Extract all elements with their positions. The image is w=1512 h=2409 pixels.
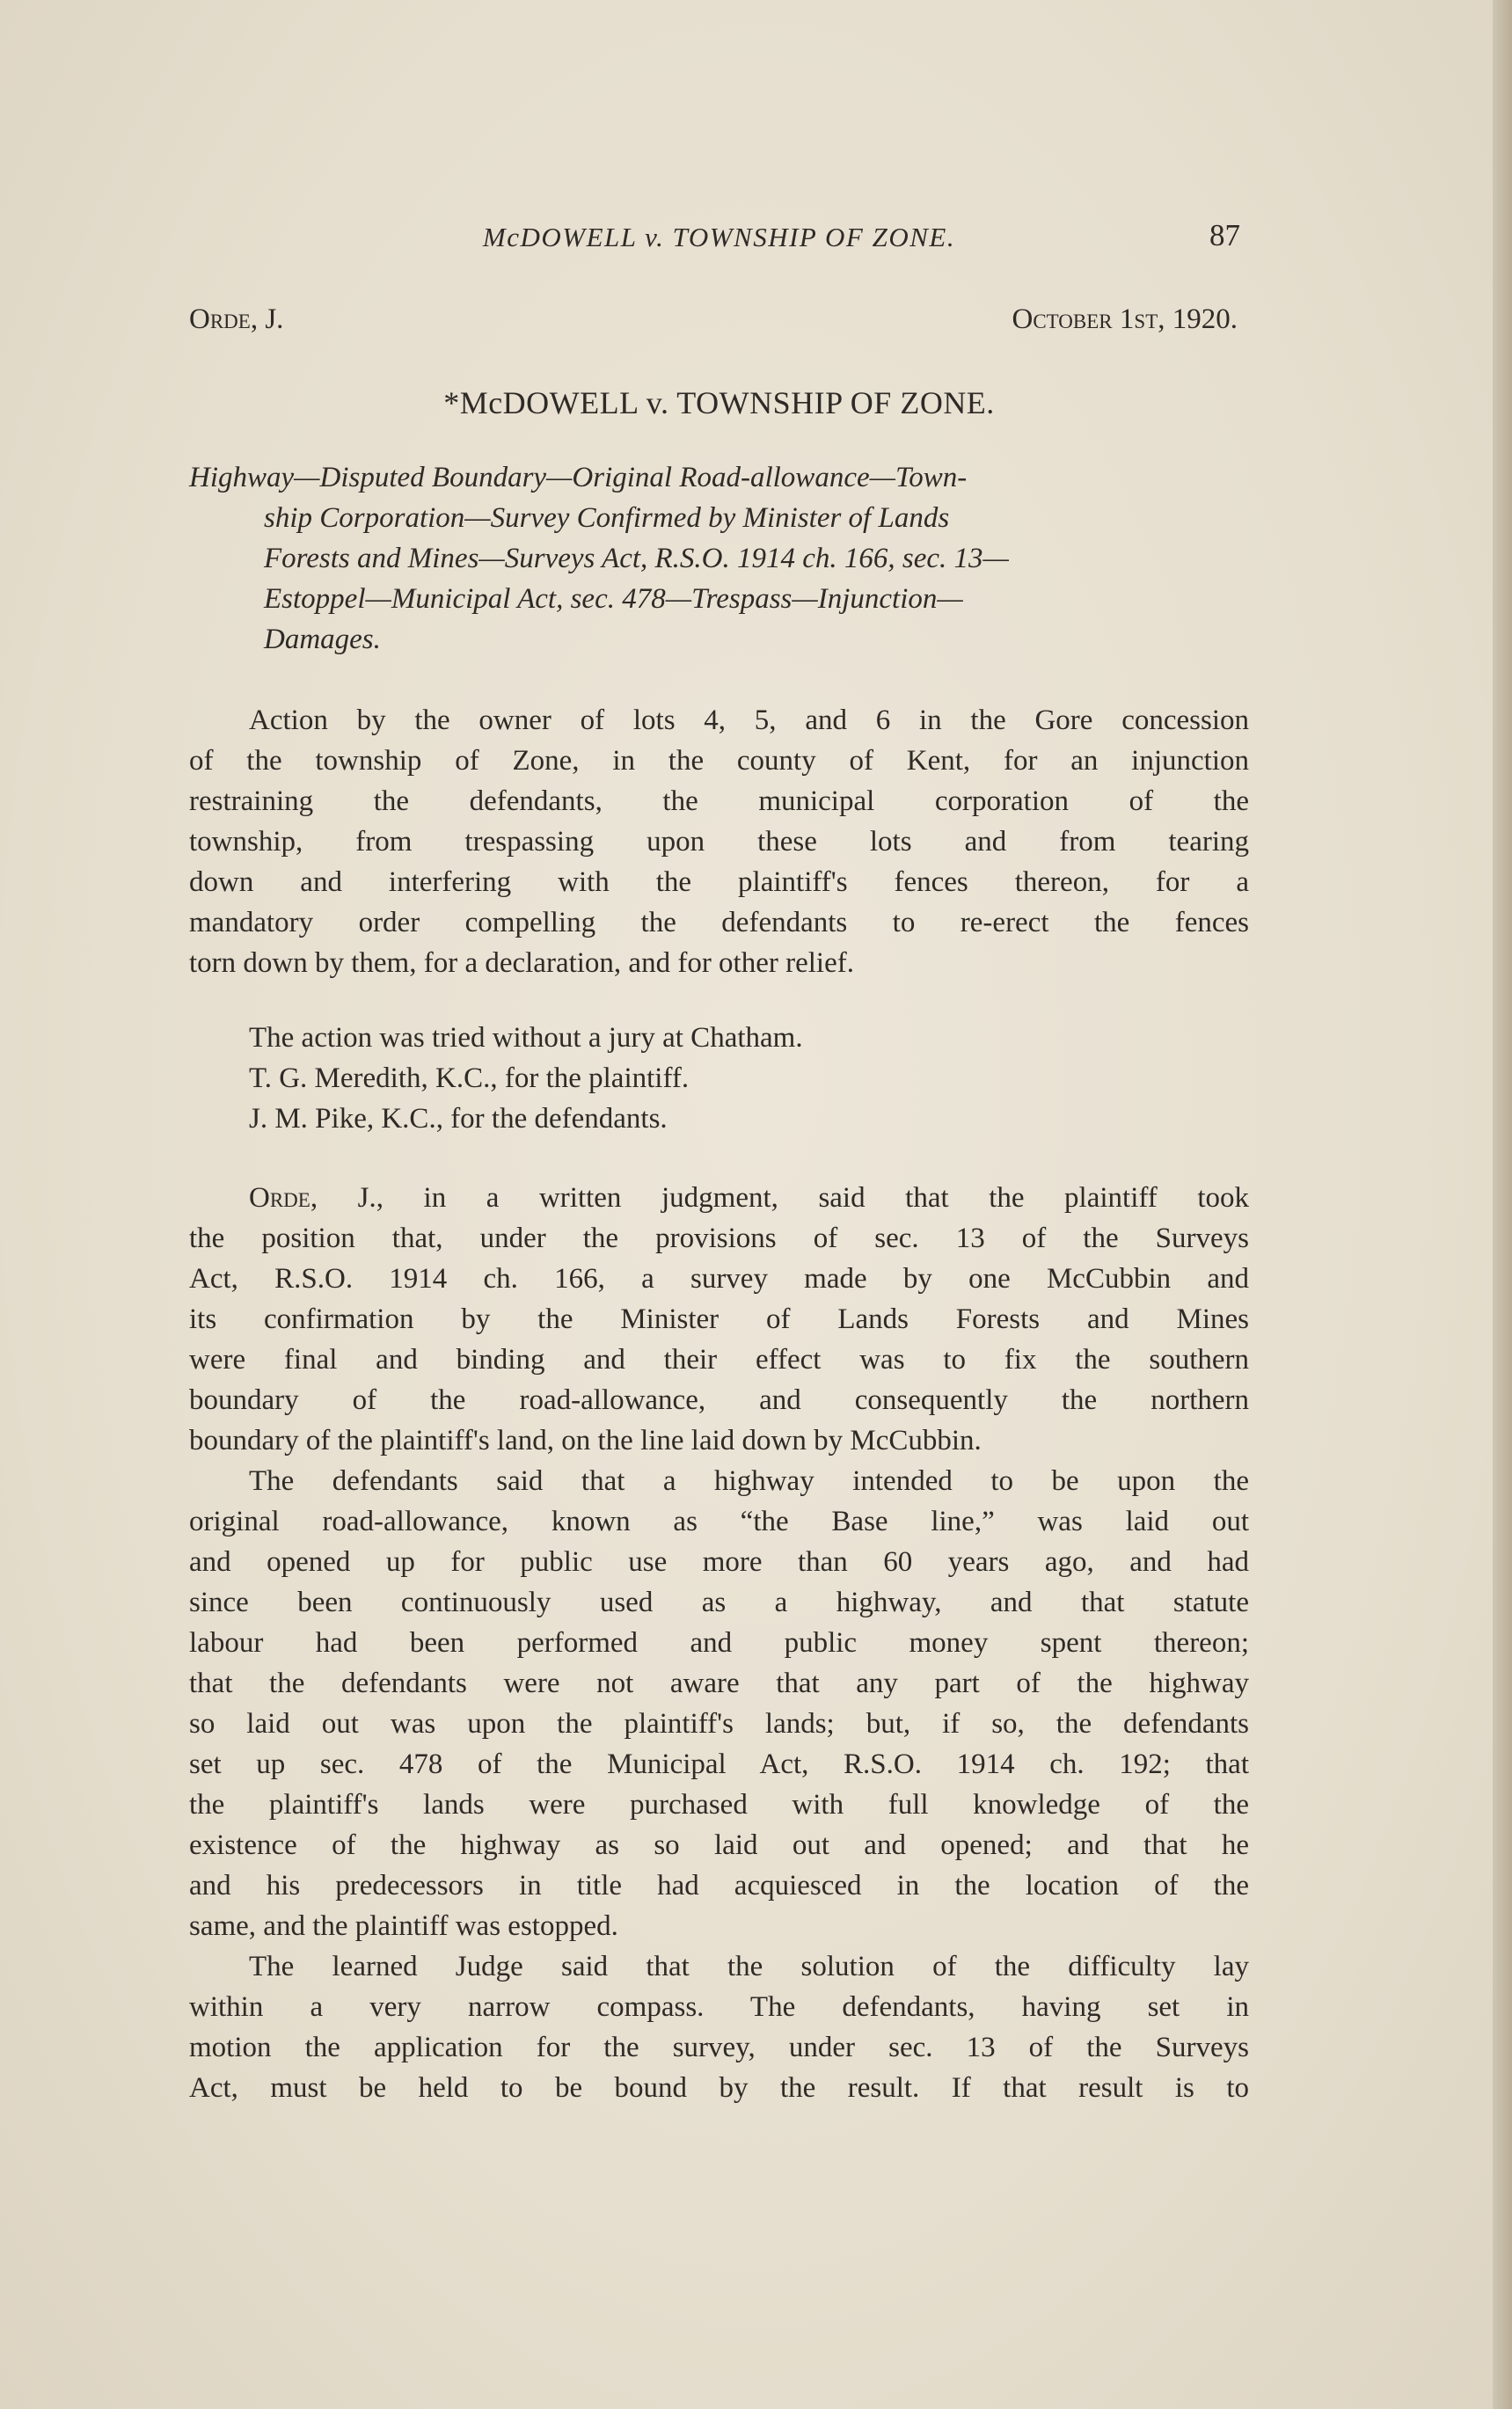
text-line: that the defendants were not aware that any part of the highway xyxy=(189,1668,1249,1699)
text-line: boundary of the road-allowance, and consequently the northern xyxy=(189,1384,1249,1416)
text-line: within a very narrow compass. The defendants, having set in xyxy=(189,1991,1249,2023)
headnote-line: Highway—Disputed Boundary—Original Road-allowance—Town- xyxy=(189,462,968,493)
text-line xyxy=(189,1178,1249,1218)
text-line: and his predecessors in title had acquiesced in the location of the xyxy=(189,1870,1249,1902)
text-line: were final and binding and their effect was to fix the southern xyxy=(189,1344,1249,1376)
text-line: Action by the owner of lots 4, 5, and 6 in the Gore concession xyxy=(249,704,1249,736)
text-line: down and interfering with the plaintiff's fences thereon, for a xyxy=(189,866,1249,898)
headnote-line: Forests and Mines—Surveys Act, R.S.O. 1914 ch. 166, sec. 13— xyxy=(264,543,1009,574)
text-line: so laid out was upon the plaintiff's lands; but, if so, the defendants xyxy=(189,1708,1249,1740)
text-line: restraining the defendants, the municipal corporation of the xyxy=(189,785,1249,817)
text-line: The action was tried without a jury at Chatham. xyxy=(249,1022,803,1054)
text-line: the plaintiff's lands were purchased with full knowledge of the xyxy=(189,1789,1249,1821)
text-line: its confirmation by the Minister of Lands Forests and Mines xyxy=(189,1303,1249,1335)
text-line: original road-allowance, known as “the Base line,” was laid out xyxy=(189,1506,1249,1537)
text-line: same, and the plaintiff was estopped. xyxy=(189,1910,618,1942)
page-number: 87 xyxy=(1209,218,1240,252)
judge-name: Orde, J. xyxy=(189,303,284,335)
paragraph-action xyxy=(189,700,1249,983)
counsel-plaintiff: T. G. Meredith, K.C., for the plaintiff. xyxy=(249,1062,690,1094)
running-head xyxy=(189,218,1249,258)
headnote xyxy=(189,457,1249,660)
text-fragment: , in a written judgment, said that the plaintiff took xyxy=(376,1182,1249,1214)
text-line: Act, must be held to be bound by the result. If that result is to xyxy=(189,2072,1249,2104)
text-line: and opened up for public use more than 60 years ago, and had xyxy=(189,1546,1249,1578)
text-line: The defendants said that a highway intended to be upon the xyxy=(249,1465,1249,1497)
text-line: of the township of Zone, in the county of Kent, for an injunction xyxy=(189,745,1249,777)
running-title: McDOWELL v. TOWNSHIP OF ZONE. xyxy=(482,222,956,252)
text-line: set up sec. 478 of the Municipal Act, R.S.O. 1914 ch. 192; that xyxy=(189,1748,1249,1780)
text-line: motion the application for the survey, under sec. 13 of the Surveys xyxy=(189,2032,1249,2063)
text-line: existence of the highway as so laid out and opened; and that he xyxy=(189,1829,1249,1861)
text-line: since been continuously used as a highway, and that statute xyxy=(189,1587,1249,1618)
headnote-line: Damages. xyxy=(264,624,381,655)
text-line: The learned Judge said that the solution of the difficulty lay xyxy=(249,1951,1249,1982)
paragraph-trial xyxy=(189,1018,1249,1139)
text-line: Act, R.S.O. 1914 ch. 166, a survey made by one McCubbin and xyxy=(189,1263,1249,1295)
judge-name-inline: Orde, J. xyxy=(249,1182,376,1214)
text-line: mandatory order compelling the defendants to re-erect the fences xyxy=(189,907,1249,938)
text-line: the position that, under the provisions of sec. 13 of the Surveys xyxy=(189,1223,1249,1254)
text-line: boundary of the plaintiff's land, on the line laid down by McCubbin. xyxy=(189,1425,982,1456)
page-edge xyxy=(1493,0,1512,2409)
judge-line xyxy=(189,303,1238,336)
text-line: township, from trespassing upon these lots and from tearing xyxy=(189,826,1249,858)
headnote-line: Estoppel—Municipal Act, sec. 478—Trespass—Injunction— xyxy=(264,583,963,615)
judgment-date: October 1st, 1920. xyxy=(1012,303,1238,335)
judgment-text xyxy=(189,1178,1249,2108)
text-line: labour had been performed and public money spent thereon; xyxy=(189,1627,1249,1659)
counsel-defendants: J. M. Pike, K.C., for the defendants. xyxy=(249,1103,668,1135)
headnote-line: ship Corporation—Survey Confirmed by Minister of Lands xyxy=(264,502,950,534)
text-line: torn down by them, for a declaration, and for other relief. xyxy=(189,947,854,979)
case-title: *McDOWELL v. TOWNSHIP OF ZONE. xyxy=(443,385,995,420)
